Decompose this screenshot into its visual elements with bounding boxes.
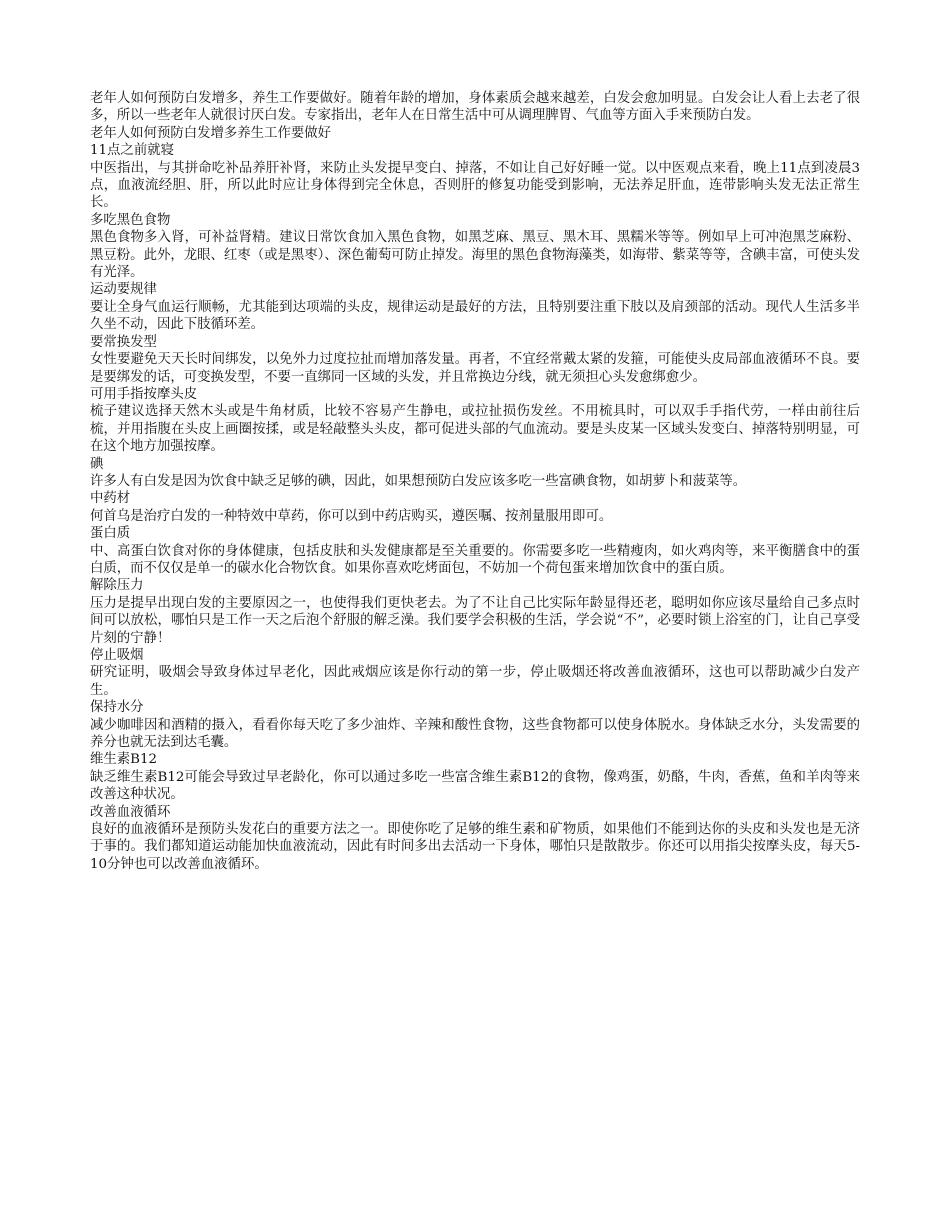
- section-body: 何首乌是治疗白发的一种特效中草药，你可以到中药店购买，遵医嘱、按剂量服用即可。: [90, 508, 613, 524]
- section-heading: 碘: [90, 456, 104, 472]
- section-heading: 停止吸烟: [90, 648, 144, 663]
- section-heading: 11点之前就寝: [90, 143, 174, 159]
- section-heading: 多吃黑色食物: [90, 212, 171, 228]
- section-heading: 保持水分: [90, 700, 144, 716]
- section-body: 中医指出，与其拼命吃补品养肝补肾，来防止头发提早变白、掉落，不如让自己好好睡一觉。以中医观点来看，晚上11点到凌晨3点，血液流经胆、肝，所以此时应让身体得到完全休息，否则肝的修复功能受到影响，无法养足肝血，连带影响头发无法正常生长。: [90, 160, 860, 211]
- section-heading: 维生素B12: [90, 752, 158, 768]
- section-body: 女性要避免天天长时间绑发，以免外力过度拉扯而增加落发量。再者，不宜经常戴太紧的发箍，可能使头皮局部血液循环不良。要是要绑发的话，可变换发型，不要一直绑同一区域的头发，并且常换边分线，就无须担心头发愈绑愈少。: [90, 352, 860, 385]
- section-heading: 蛋白质: [90, 526, 131, 542]
- section-body: 良好的血液循环是预防头发花白的重要方法之一。即使你吃了足够的维生素和矿物质，如果他们不能到达你的头皮和头发也是无济于事的。我们都知道运动能加快血液流动，因此有时间多出去活动一下身体，哪怕只是散散步。你还可以用指尖按摩头皮，每天5-10分钟也可以改善血液循环。: [90, 822, 860, 872]
- section-heading: 可用手指按摩头皮: [90, 386, 198, 402]
- section-body: 减少咖啡因和酒精的摄入，看看你每天吃了多少油炸、辛辣和酸性食物，这些食物都可以使身体脱水。身体缺乏水分，头发需要的养分也就无法到达毛囊。: [90, 717, 860, 751]
- section-body: 许多人有白发是因为饮食中缺乏足够的碘，因此，如果想预防白发应该多吃一些富碘食物，如胡萝卜和菠菜等。: [90, 473, 747, 489]
- section-body: 中、高蛋白饮食对你的身体健康，包括皮肤和头发健康都是至关重要的。你需要多吃一些精瘦肉，如火鸡肉等，来平衡膳食中的蛋白质，而不仅仅是单一的碳水化合物饮食。如果你喜欢吃烤面包，不妨加一个荷包蛋来增加饮食中的蛋白质。: [90, 543, 860, 576]
- section-body: 要让全身气血运行顺畅，尤其能到达项端的头皮，规律运动是最好的方法，且特别要注重下肢以及肩颈部的活动。现代人生活多半久坐不动，因此下肢循环差。: [90, 299, 860, 333]
- section-body: 缺乏维生素B12可能会导致过早老龄化，你可以通过多吃一些富含维生素B12的食物，像鸡蛋，奶酪，牛肉，香蕉，鱼和羊肉等来改善这种状况。: [90, 769, 860, 803]
- section-body: 压力是提早出现白发的主要原因之一，也使得我们更快老去。为了不让自己比实际年龄显得还老，聪明如你应该尽量给自己多点时间可以放松，哪怕只是工作一天之后泡个舒服的解乏澡。我们要学会积极的生活，学会说“不”，必要时锁上浴室的门，让自己享受片刻的宁静！: [90, 595, 860, 646]
- section-heading: 要常换发型: [90, 334, 157, 350]
- section-heading: 改善血液循环: [90, 804, 171, 820]
- article-title: 老年人如何预防白发增多养生工作要做好: [90, 125, 332, 141]
- section-body: 研究证明，吸烟会导致身体过早老化，因此戒烟应该是你行动的第一步，停止吸烟还将改善血液循环，这也可以帮助减少白发产生。: [90, 665, 860, 698]
- intro-paragraph: 老年人如何预防白发增多，养生工作要做好。随着年龄的增加，身体素质会越来越差，白发会愈加明显。白发会让人看上去老了很多，所以一些老年人就很讨厌白发。专家指出，老年人在日常生活中可从调理脾胃、气血等方面入手来预防白发。: [90, 91, 860, 124]
- section-body: 黑色食物多入肾，可补益肾精。建议日常饮食加入黑色食物，如黑芝麻、黑豆、黑木耳、黑糯米等等。例如早上可冲泡黑芝麻粉、黑豆粉。此外，龙眼、红枣（或是黑枣）、深色葡萄可防止掉发。海里的黑色食物海藻类，如海带、紫菜等等，含碘丰富，可使头发有光泽。: [90, 230, 860, 281]
- article: [90, 90, 860, 873]
- section-heading: 运动要规律: [90, 282, 157, 298]
- section-heading: 中药材: [90, 491, 131, 507]
- section-heading: 解除压力: [90, 578, 144, 594]
- section-body: 梳子建议选择天然木头或是牛角材质，比较不容易产生静电，或拉扯损伤发丝。不用梳具时，可以双手手指代劳，一样由前往后梳，并用指腹在头皮上画圈按揉，或是轻敲整头头皮，都可促进头部的气血流动。要是头皮某一区域头发变白、掉落特别明显，可在这个地方加强按摩。: [90, 404, 860, 455]
